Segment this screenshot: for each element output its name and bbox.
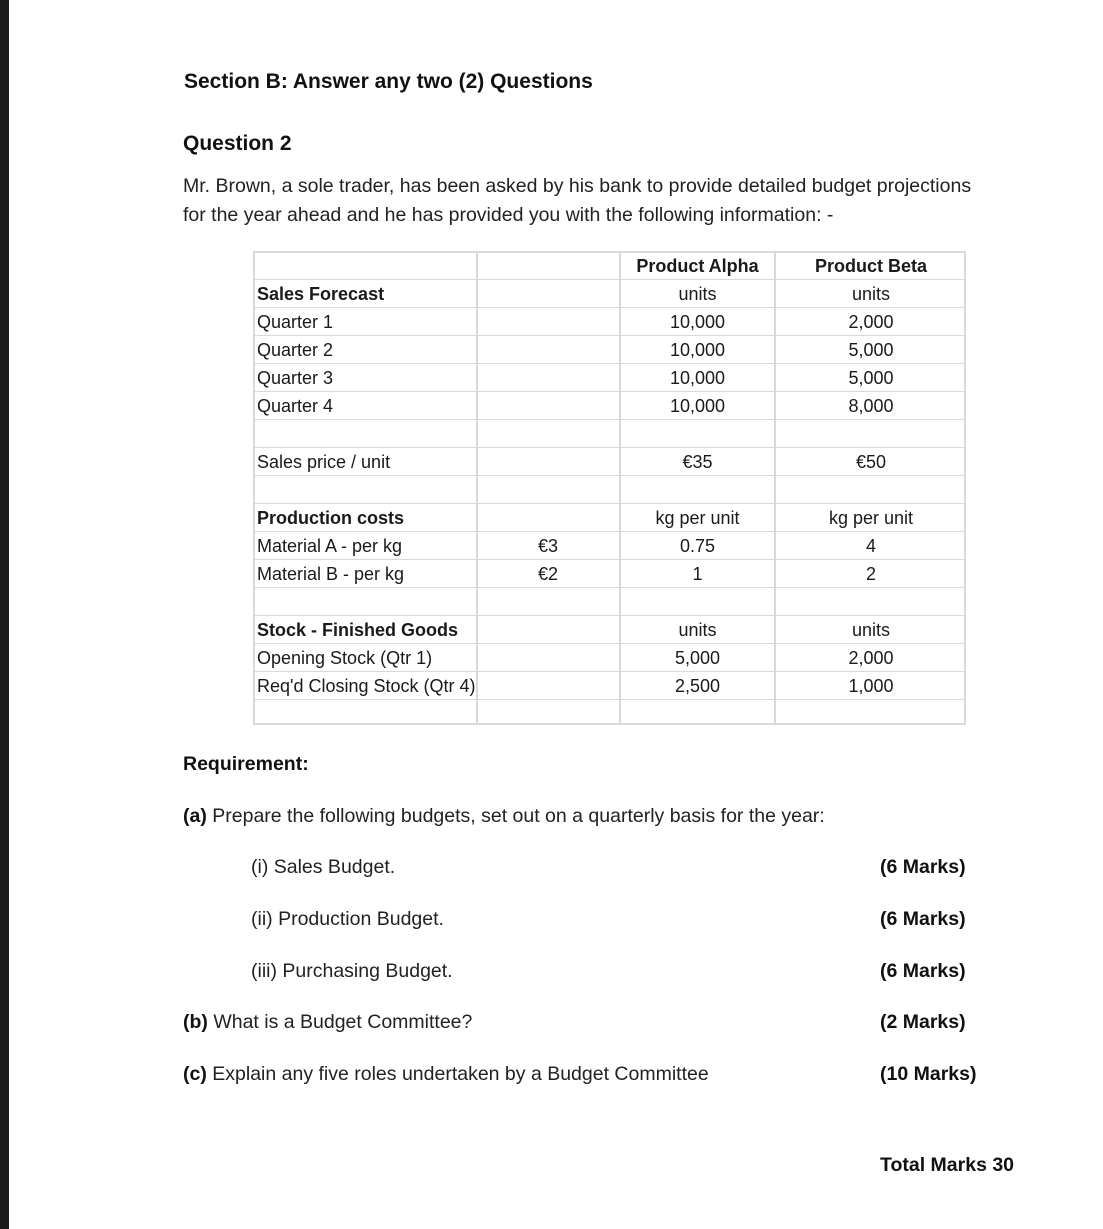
part-a-i-text: (i) Sales Budget. <box>251 856 396 878</box>
row-rate <box>477 700 619 728</box>
part-b <box>183 1011 472 1034</box>
table-row-spacer <box>253 588 966 616</box>
row-label: Stock - Finished Goods <box>257 620 459 640</box>
row-rate <box>477 420 619 448</box>
left-edge-bar <box>0 0 9 1229</box>
part-a-ii-text: (ii) Production Budget. <box>251 908 444 930</box>
part-b-marks: (2 Marks) <box>880 1011 966 1033</box>
part-a <box>183 805 825 828</box>
row-rate <box>477 476 619 504</box>
row-label: Req'd Closing Stock (Qtr 4) <box>257 676 476 696</box>
table-row <box>253 616 966 644</box>
question-title: Question 2 <box>183 132 292 155</box>
row-beta-value: €50 <box>855 452 887 472</box>
intro-line-1: Mr. Brown, a sole trader, has been asked by his bank to provide detailed budget projections <box>183 175 972 197</box>
row-rate <box>477 644 619 672</box>
table-row-spacer <box>253 476 966 504</box>
table-row <box>253 672 966 700</box>
section-title: Section B: Answer any two (2) Questions <box>184 70 593 93</box>
row-rate <box>477 280 619 308</box>
row-label: Production costs <box>257 508 405 528</box>
row-label: Quarter 1 <box>257 312 334 332</box>
table-row <box>253 504 966 532</box>
row-beta-value: 2 <box>865 564 876 584</box>
row-beta-value: 5,000 <box>848 340 894 360</box>
row-alpha-value <box>620 700 775 728</box>
row-alpha-value: 0.75 <box>679 536 716 556</box>
part-a-i-marks: (6 Marks) <box>880 856 966 878</box>
row-label: Sales Forecast <box>257 284 385 304</box>
row-alpha-value: €35 <box>682 452 713 472</box>
total-marks: Total Marks 30 <box>880 1154 1015 1176</box>
part-b-label: (b) <box>183 1011 208 1033</box>
row-beta-value: kg per unit <box>828 508 914 528</box>
row-beta-value <box>776 700 966 728</box>
row-rate <box>477 308 619 336</box>
row-label: Sales price / unit <box>257 452 391 472</box>
table-row-spacer <box>253 420 966 448</box>
row-alpha-value <box>620 420 775 448</box>
row-rate <box>477 336 619 364</box>
table-row <box>253 364 966 392</box>
part-a-text: Prepare the following budgets, set out on a quarterly basis for the year: <box>206 805 825 827</box>
part-a-i <box>251 856 395 879</box>
row-rate <box>477 588 619 616</box>
part-c-text: Explain any five roles undertaken by a Budget Committee <box>206 1063 709 1085</box>
row-rate <box>477 448 619 476</box>
row-rate <box>477 672 619 700</box>
part-a-label: (a) <box>183 805 207 827</box>
part-a-iii <box>251 960 453 983</box>
row-alpha-value <box>620 588 775 616</box>
table-row <box>253 532 966 560</box>
row-beta-value: 8,000 <box>848 396 894 416</box>
row-beta-value <box>776 588 966 616</box>
part-a-ii-marks: (6 Marks) <box>880 908 966 930</box>
row-beta-value: 2,000 <box>848 648 894 668</box>
part-b-text: What is a Budget Committee? <box>207 1011 473 1033</box>
row-alpha-value: 10,000 <box>669 312 726 332</box>
row-rate: €3 <box>537 536 559 556</box>
row-beta-value <box>776 476 966 504</box>
part-c-marks: (10 Marks) <box>880 1063 977 1085</box>
row-rate <box>477 392 619 420</box>
row-alpha-value: 10,000 <box>669 368 726 388</box>
row-label: Material B - per kg <box>257 564 405 584</box>
row-beta-value: 4 <box>865 536 876 556</box>
row-alpha-value: kg per unit <box>655 508 740 528</box>
row-label: Quarter 2 <box>257 340 334 360</box>
row-alpha-value: 10,000 <box>669 340 726 360</box>
table-row <box>253 560 966 588</box>
row-rate: €2 <box>537 564 559 584</box>
part-c-label: (c) <box>183 1063 207 1085</box>
row-beta-value <box>776 420 966 448</box>
row-alpha-value: 5,000 <box>674 648 721 668</box>
table-row <box>253 308 966 336</box>
table-header-row <box>253 252 966 280</box>
row-beta-value: units <box>851 620 891 640</box>
table-header-product-alpha: Product Alpha <box>636 256 759 276</box>
table-row <box>253 448 966 476</box>
table-row <box>253 336 966 364</box>
budget-data-table <box>253 251 966 725</box>
table-header-rate <box>477 252 619 280</box>
row-alpha-value: 1 <box>692 564 703 584</box>
row-label: Opening Stock (Qtr 1) <box>257 648 433 668</box>
row-rate <box>477 504 619 532</box>
row-beta-value: units <box>851 284 891 304</box>
requirement-title: Requirement: <box>183 753 309 775</box>
row-rate <box>477 616 619 644</box>
row-alpha-value <box>620 476 775 504</box>
row-alpha-value: 2,500 <box>674 676 721 696</box>
table-row <box>253 392 966 420</box>
row-alpha-value: 10,000 <box>669 396 726 416</box>
part-a-ii <box>251 908 444 931</box>
row-label: Quarter 3 <box>257 368 334 388</box>
intro-line-2: for the year ahead and he has provided you with the following information: - <box>183 204 834 226</box>
row-rate <box>477 364 619 392</box>
table-row <box>253 644 966 672</box>
part-a-iii-text: (iii) Purchasing Budget. <box>251 960 453 982</box>
table-row-spacer <box>253 700 966 723</box>
row-label: Quarter 4 <box>257 396 334 416</box>
table-row <box>253 280 966 308</box>
row-beta-value: 1,000 <box>848 676 894 696</box>
row-beta-value: 2,000 <box>848 312 894 332</box>
row-label: Material A - per kg <box>257 536 403 556</box>
row-alpha-value: units <box>678 284 717 304</box>
part-c <box>183 1063 709 1086</box>
row-alpha-value: units <box>678 620 717 640</box>
row-beta-value: 5,000 <box>848 368 894 388</box>
part-a-iii-marks: (6 Marks) <box>880 960 966 982</box>
question-intro <box>183 172 971 230</box>
table-header-product-beta: Product Beta <box>814 256 928 276</box>
